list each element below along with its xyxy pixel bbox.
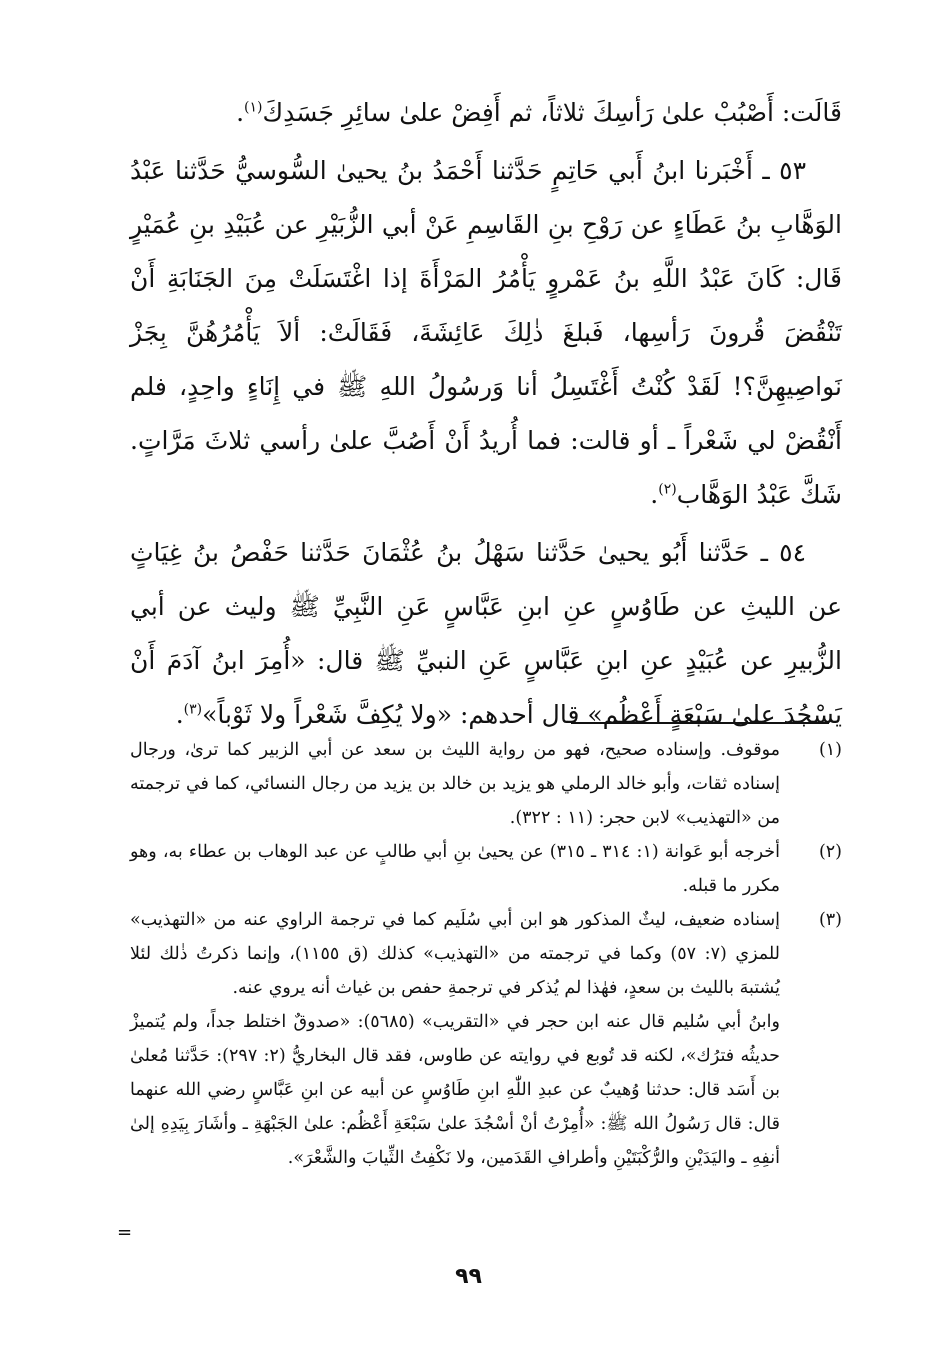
footnote-2	[130, 835, 842, 903]
hadith-53-end: .	[650, 480, 659, 509]
paragraph-hadith-54	[130, 526, 842, 742]
footnote-ref-1[interactable]: (١)	[244, 99, 263, 116]
paragraph-0-text: قَالَت: أَصْبُبْ علىٰ رَأسِكَ ثلاثاً، ثم أَفِضْ علىٰ سائِرِ جَسَدِكَ	[262, 98, 842, 127]
footnote-separator	[571, 722, 829, 724]
continuation-mark: =	[117, 1222, 133, 1243]
footnote-ref-3[interactable]: (٣)	[183, 701, 203, 718]
footnote-ref-2[interactable]: (٢)	[658, 481, 677, 498]
main-text	[130, 86, 842, 742]
paragraph-0-end: .	[236, 98, 245, 127]
paragraph-hadith-53	[130, 144, 842, 522]
footnotes	[130, 733, 842, 1175]
footnote-text-continued: وابنُ أبي سُليم قال عنه ابن حجر في «التقريب» (٥٦٨٥): «صدوقٌ اختلط جداً، ولم يُتميزْ حديثُه فترُك»، لكنه قد تُوبع في روايته عن طاوس، فقد قال البخاريُّ (٢: ٢٩٧): حَدَّثنا مُعلىٰ بن أَسَد قال: حدثنا وُهيبٌ عن عبدِ اللّٰهِ ابنِ طَاوُسٍ عن أبيه عن ابنِ عَبَّاسٍ رضي الله عنهما قال: قال رَسُولُ الله ﷺ: «أُمِرْتُ أنْ أسْجُدَ علىٰ سَبْعَةِ أَعْظُم: علىٰ الجَبْهَةِ ـ وأشَارَ بِيَدِهِ إلىٰ أنفِهِ ـ واليَدَيْنِ والرُّكْبَتَيْنِ وأطرافِ القَدَمين، ولا نَكْفِتُ الثِّيابَ والشَّعْرَ».	[130, 1012, 780, 1168]
paragraph-0	[130, 86, 842, 140]
footnote-number: (١)	[818, 740, 842, 760]
footnote-1	[130, 733, 842, 835]
page-number: ٩٩	[455, 1264, 482, 1289]
footnote-3	[130, 903, 842, 1175]
hadith-54-end: .	[175, 700, 184, 729]
hadith-54-text: ٥٤ ـ حَدَّثنا أَبُو يحيىٰ حَدَّثنا سَهْلُ بنُ عُثْمَانَ حَدَّثنا حَفْصُ بنُ غِيَاثٍ عن الليثِ عن طَاوُسٍ عنِ ابنِ عَبَّاسٍ عَنِ النَّبِيِّ ﷺ وليث عن أبي الزُّبيرِ عن عُبَيْدٍ عنِ ابنِ عَبَّاسٍ عَنِ النبيِّ ﷺ قال: «أُمِرَ ابنُ آدَمَ أَنْ يَسْجُدَ علىٰ سَبْعَةٍ أَعْظُم» قال أحدهم: «ولا يُكِفَّ شَعْراً ولا ثَوْباً»	[130, 538, 842, 729]
footnote-text: أخرجه أبو عَوانة (١: ٣١٤ ـ ٣١٥) عن يحيىٰ بنِ أبي طالبٍ عن عبد الوهاب بن عطاء به، وهو مكرر ما قبله.	[130, 842, 780, 896]
footnote-text: موقوف. وإسناده صحيح، فهو من رواية الليث بن سعد عن أبي الزبير كما ترىٰ، ورجال إسناده ثقات، وأبو خالد الرملي هو يزيد بن خالد بن يزيد من رجال النسائي، كما في ترجمته من «التهذيب» لابن حجر: (١١ : ٣٢٢).	[130, 740, 780, 828]
footnote-number: (٣)	[818, 910, 842, 930]
footnote-number: (٢)	[818, 842, 842, 862]
footnote-text: إسناده ضعيف، ليثٌ المذكور هو ابن أبي سُلَيم كما في ترجمة الراوي عنه من «التهذيب» للمزي (٧: ٥٧) وكما في ترجمته من «التهذيب» كذلك (ق ١١٥٥)، وإنما ذكرتُ ذٰلك لئلا يُشتبهَ بالليث بن سعدٍ، فهٰذا لم يُذكر في ترجمةِ حفص بن غياث أنه يروي عنه.	[130, 910, 780, 998]
hadith-53-text: ٥٣ ـ أَخْبَرنا ابنُ أَبي حَاتِمٍ حَدَّثنا أَحْمَدُ بنُ يحيىٰ السُّوسيُّ حَدَّثنا عَبْدُ الوَهَّابِ بنُ عَطَاءٍ عن رَوْحِ بنِ القَاسِمِ عَنْ أبي الزُّبَيْرِ عن عُبَيْدِ بنِ عُمَيْرٍ قَال: كَانَ عَبْدُ اللَّهِ بنُ عَمْروٍ يَأْمُرُ المَرْأَةَ إذا اغْتَسَلَتْ مِنَ الجَنَابَةِ أَنْ تَنْقُضَ قُرونَ رَأسِها، فَبلغَ ذٰلِكَ عَائِشَةَ، فَقَالَتْ: ألاَ يَأْمُرُهُنَّ بِجَزْ نَواصِيهِنَّ؟! لَقَدْ كُنْتُ أَغْتَسِلُ أنا وَرسُولُ اللهِ ﷺ في إِنَاءٍ واحِدٍ، فلم أَنْقُضْ لي شَعْراً ـ أو قالت: فما أُريدُ أَنْ أَصُبَّ علىٰ رأسي ثلاثَ مَرَّاتٍ. شَكَّ عَبْدُ الوَهَّاب	[130, 156, 842, 509]
